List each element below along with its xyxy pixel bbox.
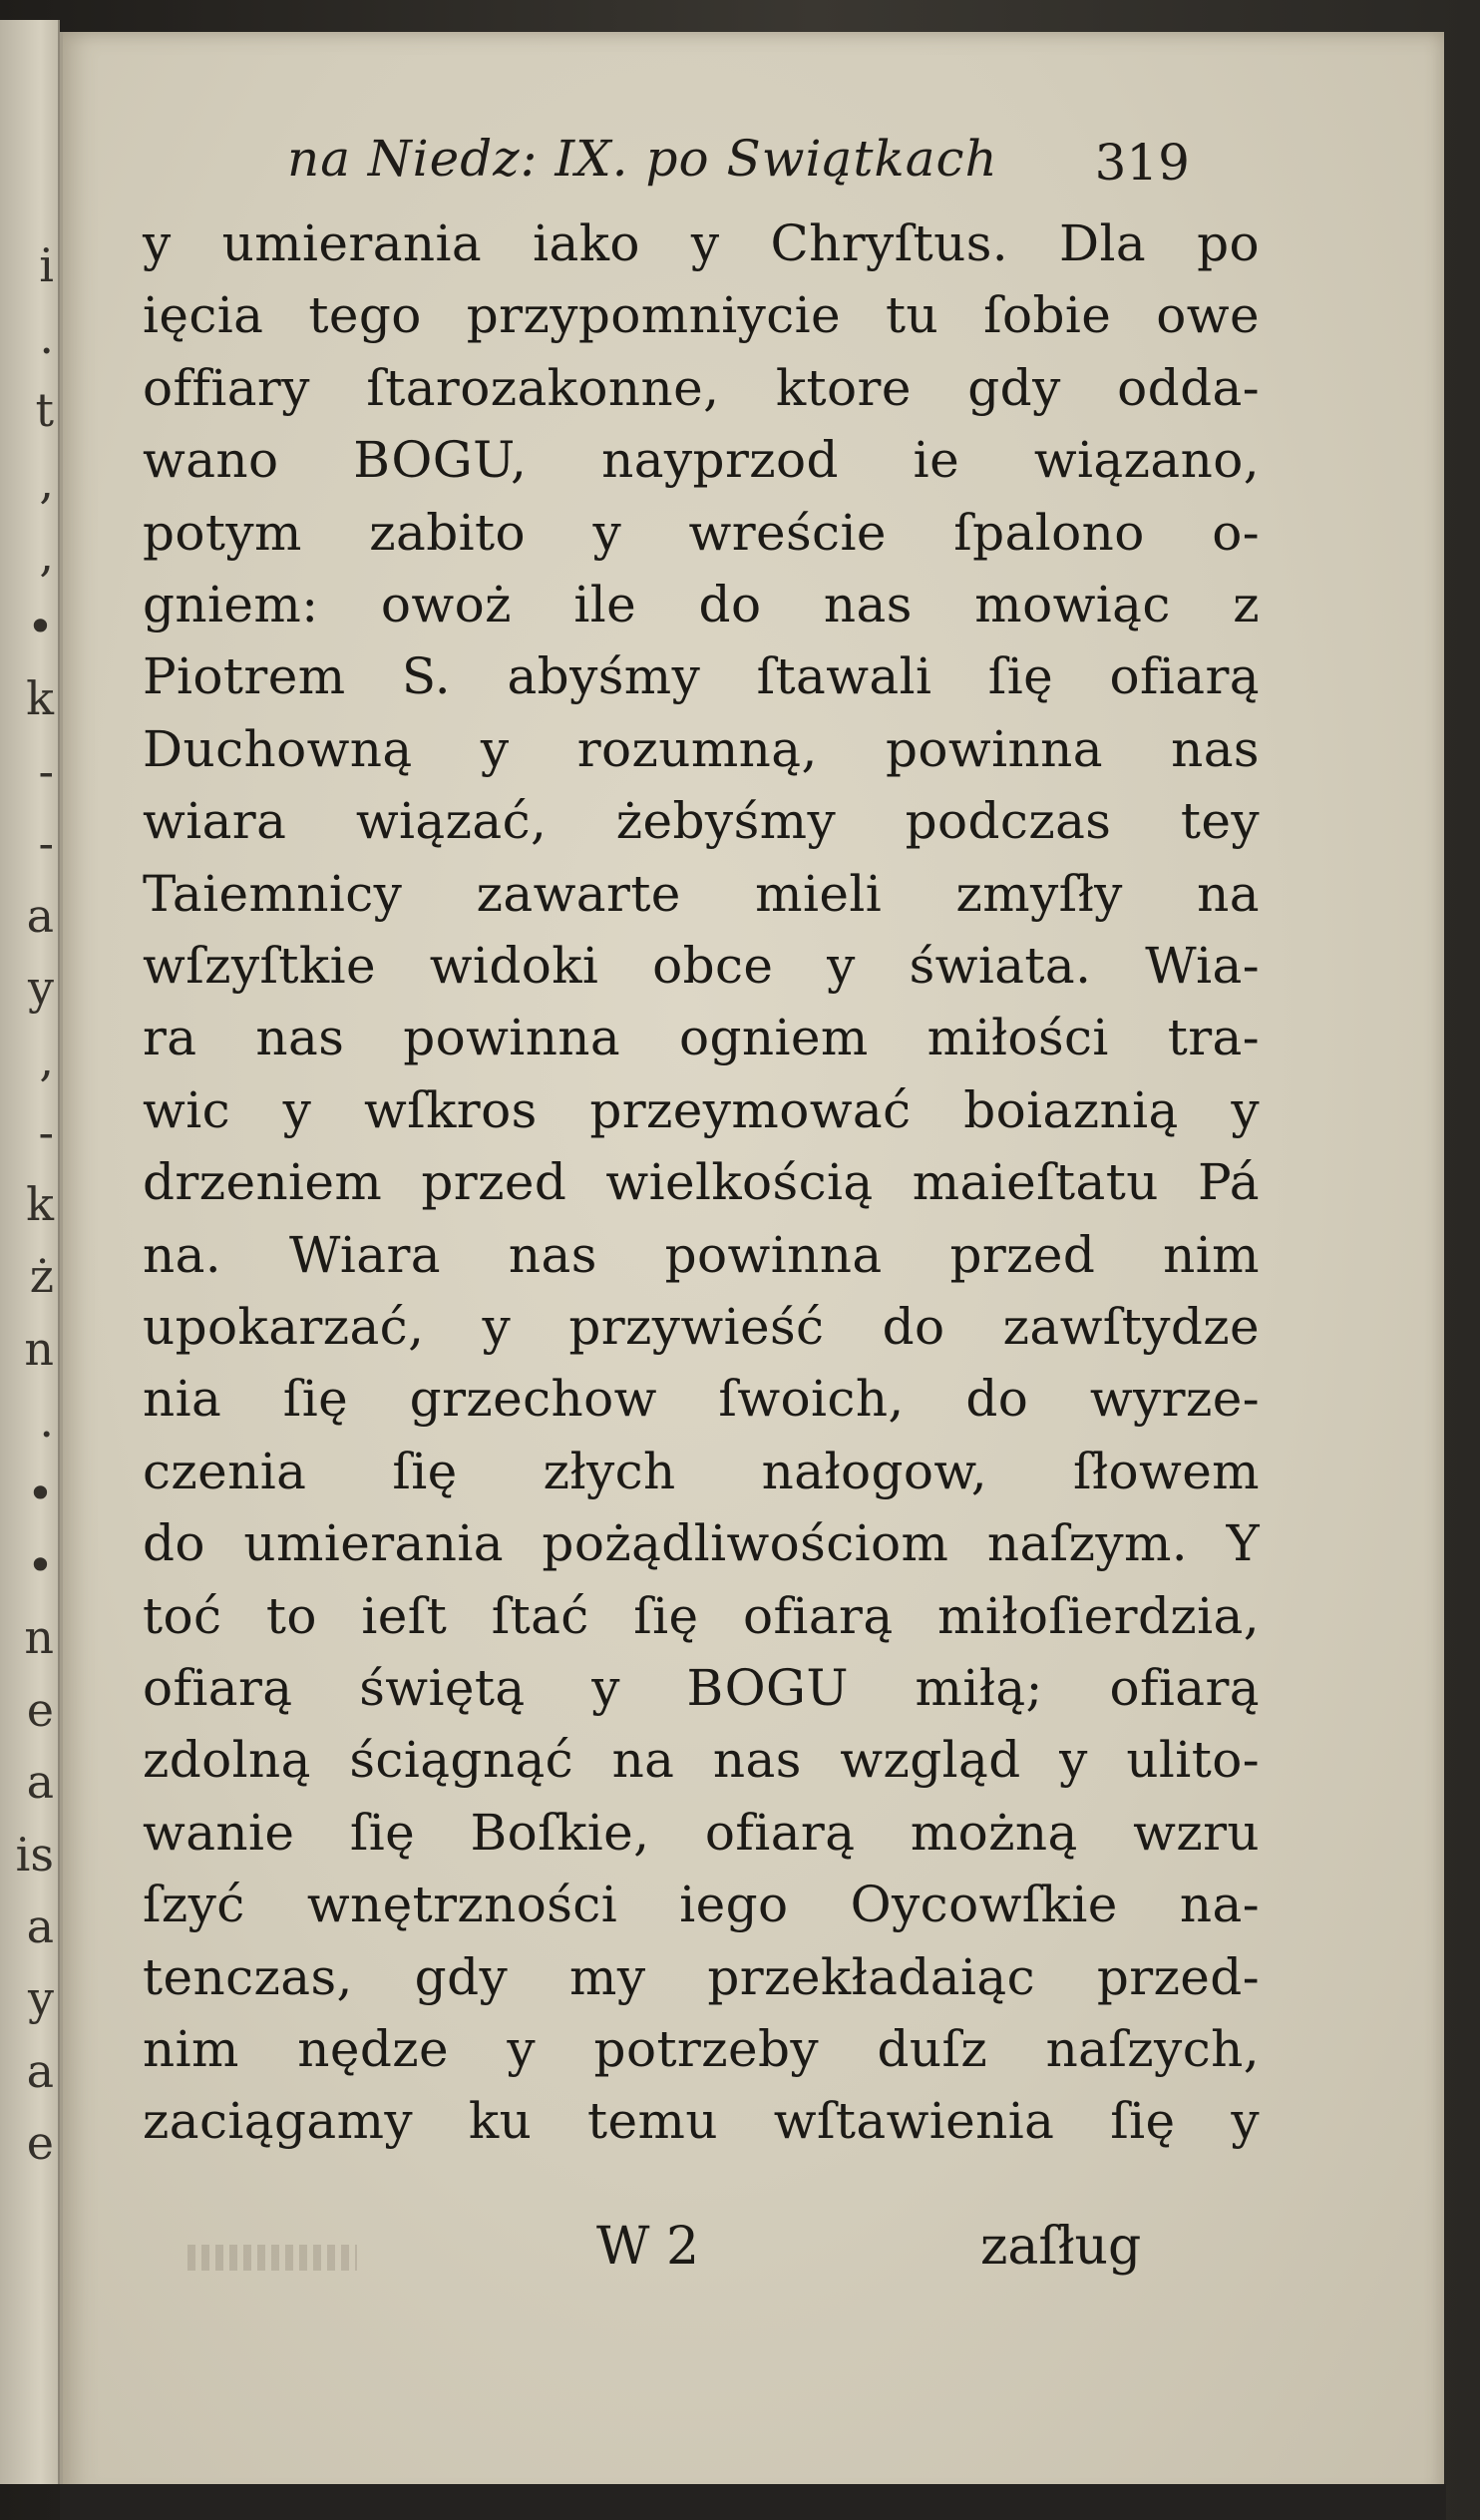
text-line: zdolną ściągnąć na nas wzgląd y ulito- [143, 1731, 1260, 1790]
facing-page-char: k [26, 671, 54, 726]
text-line: wſzyſtkie widoki obce y świata. Wia- [143, 937, 1260, 995]
text-line: drzeniem przed wielkością maieſtatu Pá [143, 1153, 1260, 1212]
facing-page-char: e [26, 1682, 54, 1737]
text-line: gniem: owoż ile do nas mowiąc z [143, 576, 1260, 633]
facing-page-char: . [39, 310, 54, 365]
text-line: do umierania pożądliwościom naſzym. Y [143, 1514, 1260, 1573]
facing-page-char: a [26, 1898, 54, 1953]
facing-page-char: - [38, 743, 54, 798]
text-line: ra nas powinna ogniem miłości tra- [143, 1009, 1260, 1067]
facing-page-edge [0, 20, 60, 2484]
text-line: wiara wiązać, żebyśmy podczas tey [143, 792, 1260, 851]
facing-page-char: • [26, 1466, 54, 1520]
facing-page-char: n [24, 1321, 54, 1376]
facing-page-char: y [28, 960, 54, 1015]
text-line: wanie ſię Boſkie, ofiarą możną wzru [143, 1803, 1260, 1862]
page-number: 319 [1094, 134, 1190, 192]
text-line: y umierania iako y Chryſtus. Dla po [143, 214, 1260, 272]
text-line: Taiemnicy zawarte mieli zmyſły na [143, 864, 1260, 923]
text-line: nim nędze y potrzeby duſz naſzych, [143, 2020, 1260, 2078]
text-line: na. Wiara nas powinna przed nim [143, 1225, 1260, 1284]
facing-page-char: , [39, 1033, 54, 1087]
running-head [232, 130, 1190, 200]
facing-page-char: , [39, 527, 54, 582]
catchword: zaſług [980, 2217, 1142, 2277]
text-line: nia ſię grzechow ſwoich, do wyrze- [143, 1370, 1260, 1429]
text-line: Piotrem S. abyśmy ſtawali ſię ofiarą [143, 647, 1260, 706]
text-line: Duchowną y rozumną, powinna nas [143, 719, 1260, 778]
running-title: na Niedz: IX. po Swiątkach [287, 130, 998, 188]
book-page [60, 32, 1444, 2501]
facing-page-char: n [24, 1610, 54, 1665]
facing-page-char: a [26, 1755, 54, 1810]
facing-page-char: . [39, 1394, 54, 1449]
text-line: ſzyć wnętrzności iego Oycowſkie na- [143, 1876, 1260, 1934]
bottom-dark-strip [60, 2484, 1446, 2520]
text-line: tenczas, gdy my przekładaiąc przed- [143, 1947, 1260, 2006]
facing-page-char: ż [29, 1249, 54, 1304]
text-line: wic y wſkros przeymować boiaznią y [143, 1080, 1260, 1139]
facing-page-char: • [26, 1538, 54, 1593]
text-line: potym zabito y wreście ſpalono o- [143, 503, 1260, 562]
catchline [63, 2217, 1444, 2297]
text-line: toć to ieſt ſtać ſię ofiarą miłoſierdzia, [143, 1586, 1260, 1645]
text-line: wano BOGU, nayprzod ie wiązano, [143, 431, 1260, 490]
facing-page-char: i [39, 238, 54, 292]
text-line: czenia ſię złych nałogow, ſłowem [143, 1442, 1260, 1500]
facing-page-char: a [26, 2043, 54, 2098]
text-line: offiary ſtarozakonne, ktore gdy odda- [143, 358, 1260, 417]
text-line: upokarzać, y przywieść do zawſtydze [143, 1298, 1260, 1356]
facing-page-char: - [38, 1104, 54, 1159]
facing-page-char: , [39, 455, 54, 510]
facing-page-char: t [35, 382, 54, 437]
facing-page-char: a [26, 888, 54, 943]
text-line: zaciągamy ku temu wſtawienia ſię y [143, 2092, 1260, 2151]
text-line: ięcia tego przypomniycie tu ſobie owe [143, 286, 1260, 345]
facing-page-char: - [38, 816, 54, 871]
signature-mark: W 2 [596, 2217, 700, 2277]
facing-page-char: k [26, 1177, 54, 1232]
text-line: ofiarą świętą y BOGU miłą; ofiarą [143, 1659, 1260, 1717]
facing-page-char: e [26, 2116, 54, 2171]
facing-page-characters [0, 229, 58, 2180]
facing-page-char: y [28, 1971, 54, 2026]
facing-page-char: • [26, 599, 54, 653]
facing-page-char: is [15, 1827, 54, 1882]
